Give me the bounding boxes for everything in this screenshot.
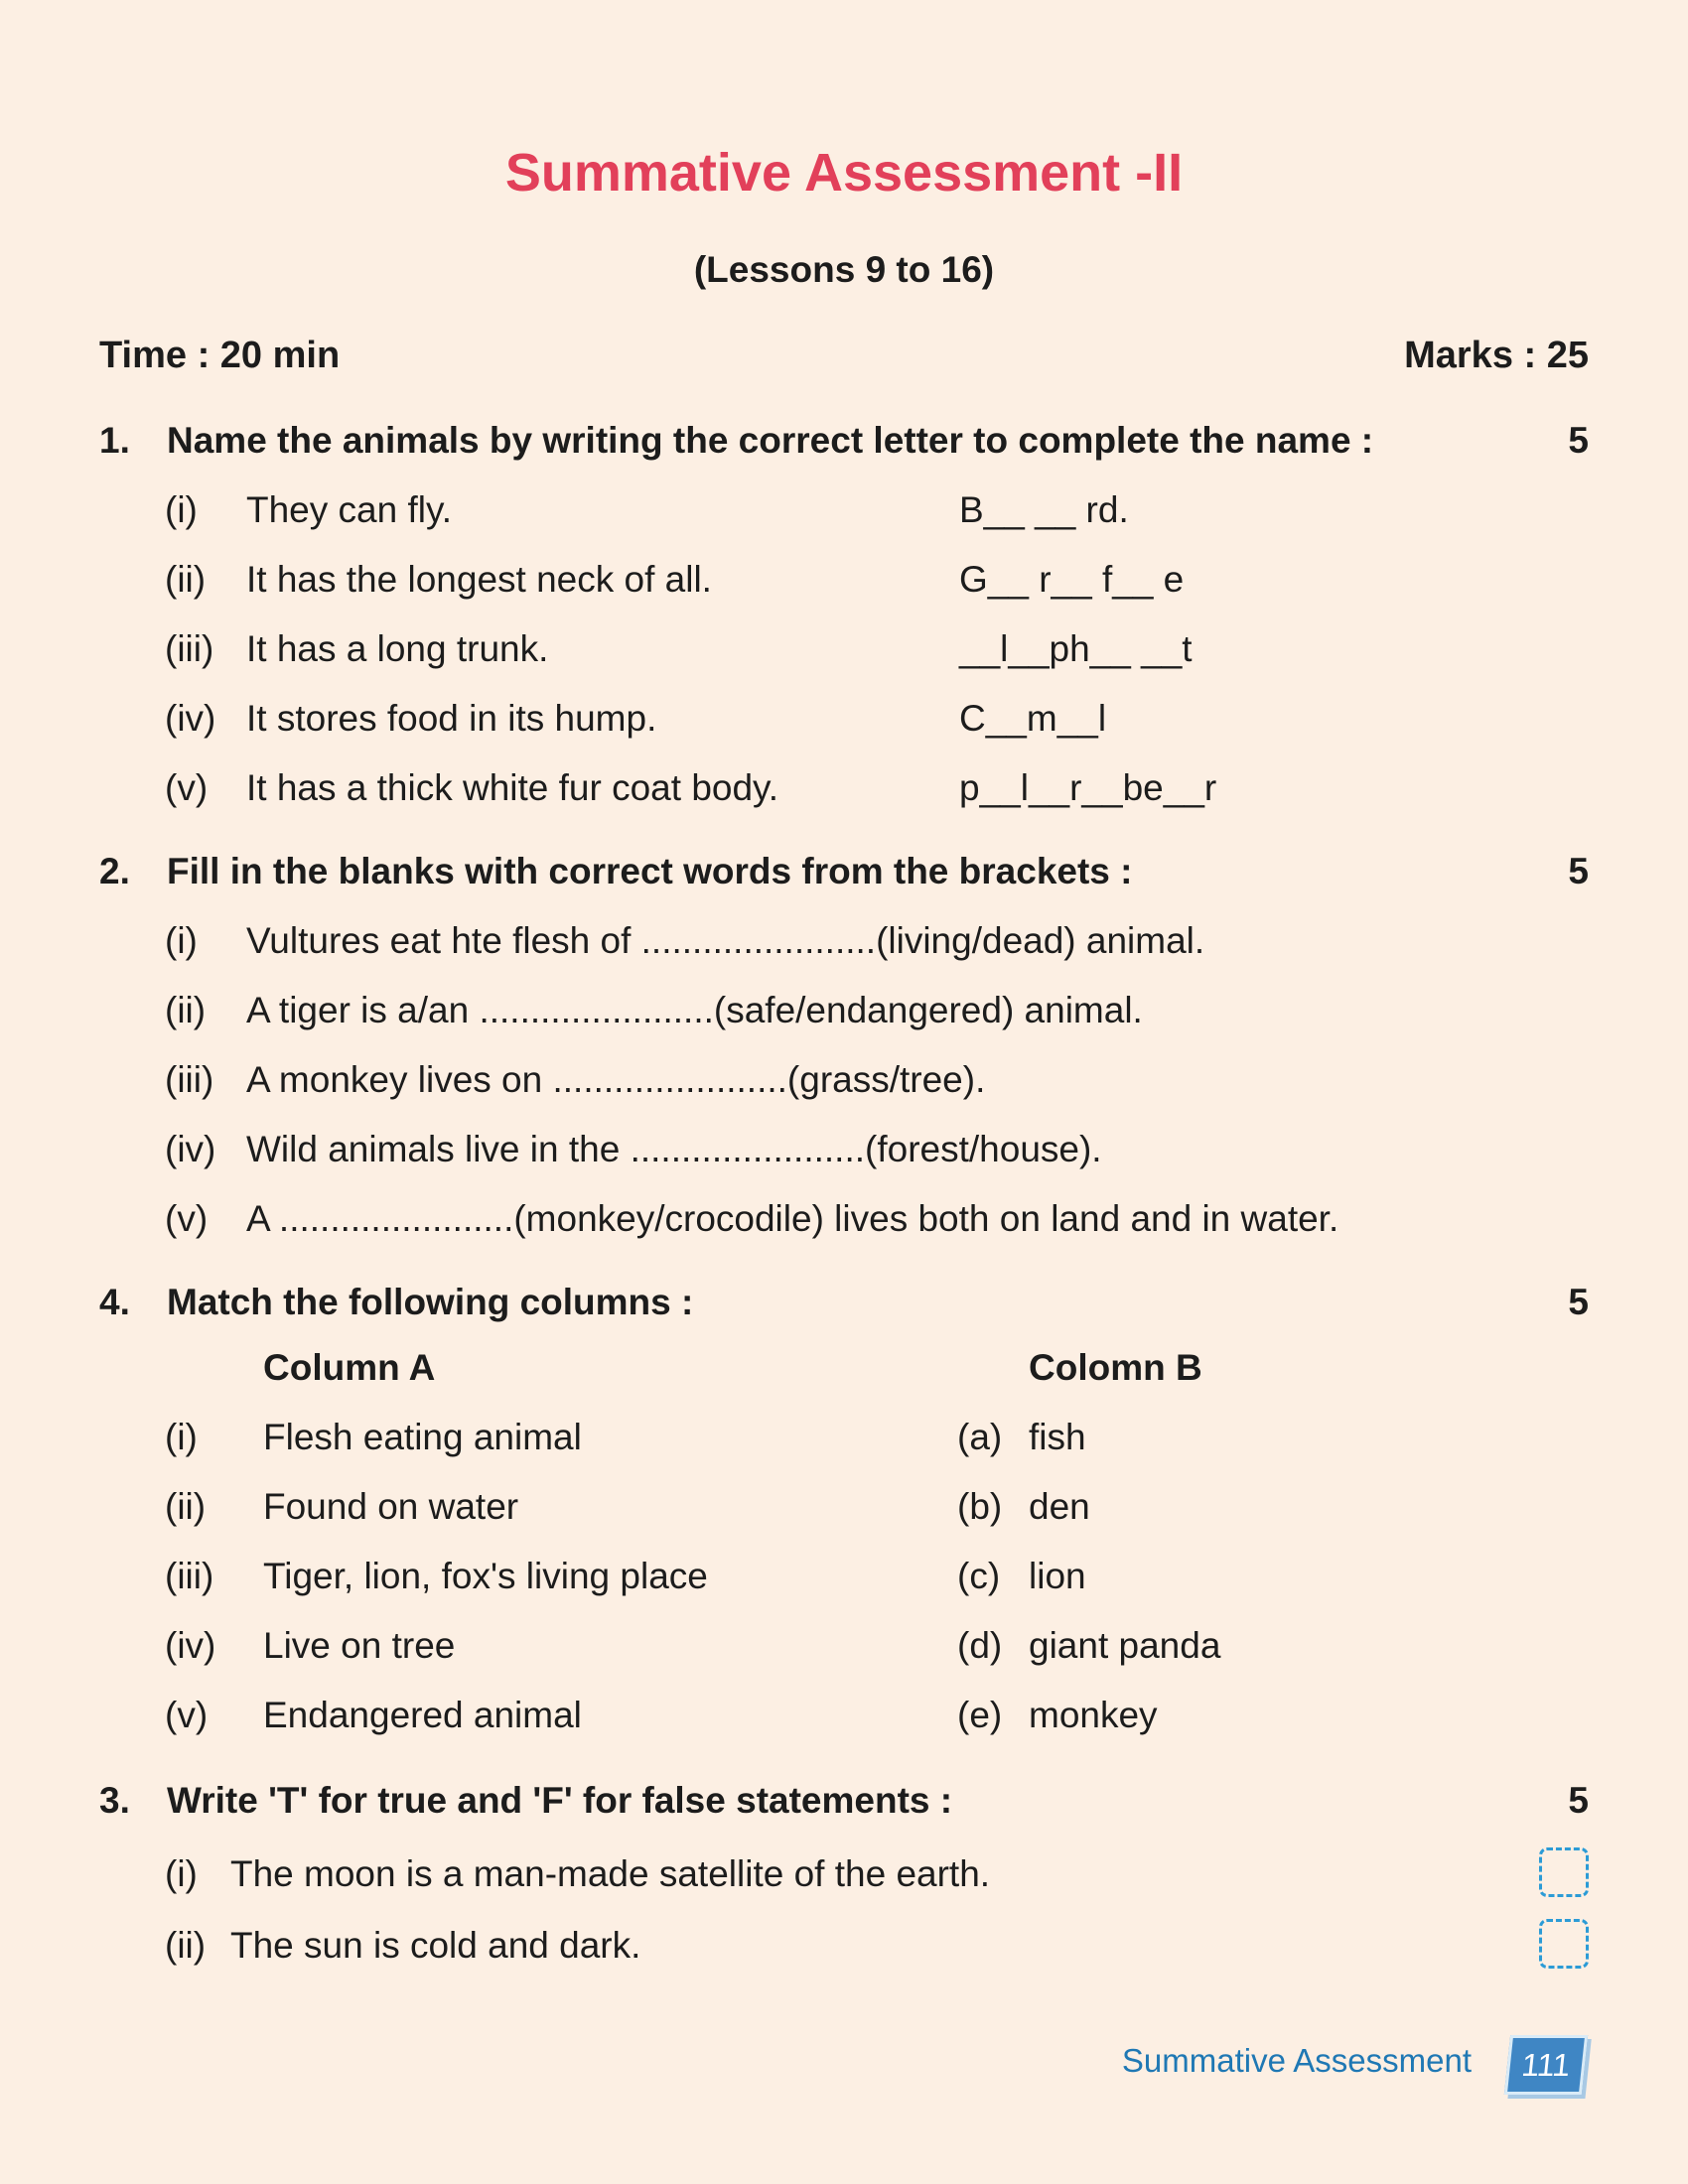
- column-b-item[interactable]: giant panda: [1029, 1625, 1221, 1666]
- question-number: 3.: [99, 1780, 130, 1821]
- item-number: (ii): [165, 990, 207, 1030]
- fill-blank-sentence[interactable]: A monkey lives on .......................(grass/tree).: [246, 1059, 986, 1100]
- column-a-item[interactable]: Live on tree: [263, 1625, 456, 1666]
- item-number: (iv): [165, 698, 216, 739]
- item-number: (iii): [165, 628, 214, 669]
- column-a-item[interactable]: Found on water: [263, 1486, 519, 1527]
- column-b-letter: (a): [957, 1417, 1003, 1457]
- column-a-heading: Column A: [263, 1347, 436, 1388]
- question-instruction: Write 'T' for true and 'F' for false statements :: [167, 1780, 953, 1821]
- fill-blank-sentence[interactable]: Wild animals live in the .......................(forest/house).: [246, 1129, 1102, 1169]
- answer-box[interactable]: [1539, 1847, 1589, 1897]
- animal-name-blank[interactable]: __l__ph__ __t: [959, 628, 1193, 669]
- question-marks: 5: [1568, 1282, 1589, 1322]
- column-b-item[interactable]: fish: [1029, 1417, 1086, 1457]
- marks-label: Marks : 25: [1404, 335, 1589, 376]
- item-number: (v): [165, 1695, 209, 1735]
- question-marks: 5: [1568, 851, 1589, 891]
- column-a-item[interactable]: Endangered animal: [263, 1695, 582, 1735]
- column-b-letter: (d): [957, 1625, 1003, 1666]
- question-instruction: Name the animals by writing the correct letter to complete the name :: [167, 420, 1374, 461]
- item-number: (v): [165, 1198, 209, 1239]
- question-number: 2.: [99, 851, 130, 891]
- animal-name-blank[interactable]: B__ __ rd.: [959, 489, 1129, 530]
- item-number: (ii): [165, 1486, 207, 1527]
- item-number: (i): [165, 920, 198, 961]
- item-number: (i): [165, 1853, 198, 1894]
- item-number: (iv): [165, 1625, 216, 1666]
- item-clue: It stores food in its hump.: [246, 698, 657, 739]
- time-label: Time : 20 min: [99, 335, 341, 376]
- animal-name-blank[interactable]: C__m__l: [959, 698, 1107, 739]
- column-b-letter: (e): [957, 1695, 1003, 1735]
- fill-blank-sentence[interactable]: Vultures eat hte flesh of .......................(living/dead) animal.: [246, 920, 1205, 961]
- item-clue: It has a thick white fur coat body.: [246, 767, 779, 808]
- item-clue: It has the longest neck of all.: [246, 559, 712, 600]
- footer-section-label: Summative Assessment: [1121, 2042, 1472, 2079]
- item-number: (i): [165, 489, 198, 530]
- page-title: Summative Assessment -II: [504, 143, 1184, 203]
- fill-blank-sentence[interactable]: A tiger is a/an .......................(safe/endangered) animal.: [246, 990, 1143, 1030]
- item-number: (iv): [165, 1129, 216, 1169]
- item-number: (iii): [165, 1556, 214, 1596]
- animal-name-blank[interactable]: G__ r__ f__ e: [959, 559, 1185, 600]
- answer-box[interactable]: [1539, 1919, 1589, 1969]
- column-b-heading: Colomn B: [1029, 1347, 1202, 1388]
- question-number: 4.: [99, 1282, 130, 1322]
- column-b-item[interactable]: den: [1029, 1486, 1090, 1527]
- item-number: (ii): [165, 559, 207, 600]
- lessons-subtitle: (Lessons 9 to 16): [693, 249, 995, 290]
- column-b-letter: (c): [957, 1556, 1001, 1596]
- question-marks: 5: [1568, 1780, 1589, 1821]
- column-a-item[interactable]: Flesh eating animal: [263, 1417, 582, 1457]
- statement-text: The sun is cold and dark.: [230, 1925, 641, 1966]
- item-number: (iii): [165, 1059, 214, 1100]
- column-a-item[interactable]: Tiger, lion, fox's living place: [263, 1556, 708, 1596]
- column-b-item[interactable]: lion: [1029, 1556, 1086, 1596]
- question-instruction: Match the following columns :: [167, 1282, 694, 1322]
- question-marks: 5: [1568, 420, 1589, 461]
- statement-text: The moon is a man-made satellite of the earth.: [230, 1853, 991, 1894]
- column-b-item[interactable]: monkey: [1029, 1695, 1158, 1735]
- page-number-badge: 111: [1504, 2035, 1588, 2095]
- item-number: (ii): [165, 1925, 207, 1966]
- item-number: (v): [165, 767, 209, 808]
- fill-blank-sentence[interactable]: A .......................(monkey/crocodile) lives both on land and in water.: [246, 1198, 1339, 1239]
- animal-name-blank[interactable]: p__l__r__be__r: [959, 767, 1217, 808]
- item-number: (i): [165, 1417, 198, 1457]
- item-clue: They can fly.: [246, 489, 453, 530]
- question-instruction: Fill in the blanks with correct words from the brackets :: [167, 851, 1133, 891]
- column-b-letter: (b): [957, 1486, 1003, 1527]
- question-number: 1.: [99, 420, 130, 461]
- item-clue: It has a long trunk.: [246, 628, 549, 669]
